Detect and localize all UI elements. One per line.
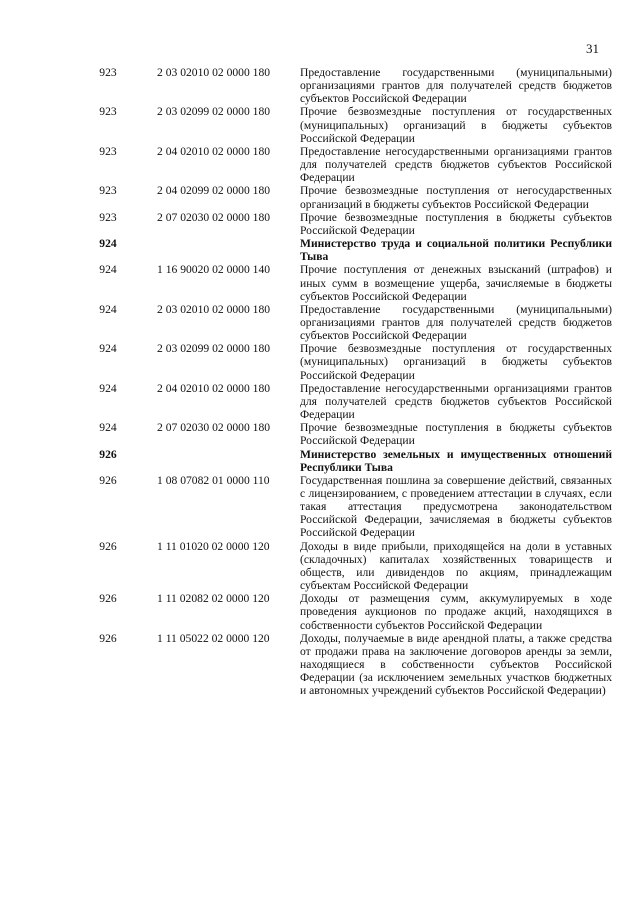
revenue-code-table bbox=[84, 66, 612, 698]
revenue-code: 2 07 02030 02 0000 180 bbox=[157, 421, 271, 435]
table-row bbox=[84, 448, 612, 474]
revenue-code: 2 07 02030 02 0000 180 bbox=[157, 210, 271, 224]
revenue-description: Министерство труда и социальной политики Республики Тыва bbox=[300, 237, 612, 264]
revenue-code: 1 11 02082 02 0000 120 bbox=[157, 592, 270, 606]
revenue-code: 1 11 01020 02 0000 120 bbox=[157, 539, 270, 553]
revenue-code: 2 04 02010 02 0000 180 bbox=[157, 144, 271, 158]
administrator-code: 924 bbox=[99, 381, 117, 395]
revenue-code: 2 04 02010 02 0000 180 bbox=[157, 381, 271, 395]
table-row bbox=[84, 263, 612, 302]
page-number: 31 bbox=[586, 41, 599, 56]
administrator-code: 926 bbox=[99, 473, 117, 487]
revenue-description: Прочие безвозмездные поступления в бюджеты субъектов Российской Федерации bbox=[300, 210, 612, 237]
revenue-description: Прочие безвозмездные поступления от негосударственных организаций в бюджеты субъектов Российской Федерации bbox=[300, 184, 612, 211]
table-row bbox=[84, 237, 612, 263]
administrator-code: 924 bbox=[99, 263, 117, 277]
revenue-description: Предоставление негосударственными организациями грантов для получателей средств бюджетов субъектов Российской Федерации bbox=[300, 144, 612, 185]
administrator-code: 926 bbox=[99, 592, 117, 606]
administrator-code: 924 bbox=[99, 342, 117, 356]
revenue-description: Прочие безвозмездные поступления в бюджеты субъектов Российской Федерации bbox=[300, 421, 612, 448]
administrator-code: 926 bbox=[99, 539, 117, 553]
revenue-code bbox=[132, 448, 300, 474]
table-row bbox=[84, 211, 612, 237]
revenue-description: Предоставление государственными (муниципальными) организациями грантов для получателей средств бюджетов субъектов Российской Федерации bbox=[300, 66, 612, 106]
revenue-description: Прочие поступления от денежных взысканий (штрафов) и иных сумм в возмещение ущерба, зачисляемые в бюджеты субъектов Российской Федерации bbox=[300, 263, 612, 303]
revenue-code: 1 08 07082 01 0000 110 bbox=[157, 473, 270, 487]
table-row bbox=[84, 184, 612, 210]
revenue-description: Предоставление негосударственными организациями грантов для получателей средств бюджетов субъектов Российской Федерации bbox=[300, 381, 612, 422]
revenue-description: Предоставление государственными (муниципальными) организациями грантов для получателей средств бюджетов субъектов Российской Федерации bbox=[300, 302, 612, 343]
administrator-code: 924 bbox=[99, 421, 117, 435]
revenue-code: 2 03 02010 02 0000 180 bbox=[157, 302, 271, 316]
table-row bbox=[84, 342, 612, 381]
revenue-code: 2 03 02099 02 0000 180 bbox=[157, 342, 271, 356]
table-row bbox=[84, 145, 612, 184]
revenue-code bbox=[132, 237, 300, 263]
administrator-code: 926 bbox=[99, 631, 117, 645]
revenue-code: 1 16 90020 02 0000 140 bbox=[157, 263, 271, 277]
table-row bbox=[84, 105, 612, 144]
administrator-code: 923 bbox=[99, 184, 117, 198]
revenue-code: 1 11 05022 02 0000 120 bbox=[157, 631, 270, 645]
table-row bbox=[84, 421, 612, 447]
table-row bbox=[84, 592, 612, 631]
table-row bbox=[84, 66, 612, 105]
administrator-code: 923 bbox=[99, 144, 117, 158]
revenue-code: 2 03 02010 02 0000 180 bbox=[157, 66, 271, 79]
table-row bbox=[84, 540, 612, 593]
revenue-description: Доходы, получаемые в виде арендной платы, а также средства от продажи права на заключение договоров аренды за земли, находящиеся в собственности субъектов Российской Федерации (за исключением земельных участков бюджетных и автономных учреждений субъектов Российской Федерации) bbox=[300, 631, 612, 698]
revenue-description: Доходы в виде прибыли, приходящейся на доли в уставных (складочных) капиталах хозяйственных товариществ и обществ, или дивидендов по акциям, принадлежащим субъектам Российской Федерации bbox=[300, 539, 612, 593]
table-row bbox=[84, 474, 612, 540]
revenue-description: Прочие безвозмездные поступления от государственных (муниципальных) организаций в бюджеты субъектов Российской Федерации bbox=[300, 342, 612, 382]
revenue-description: Доходы от размещения сумм, аккумулируемых в ходе проведения аукционов по продаже акций, находящихся в собственности субъектов Российской Федерации bbox=[300, 592, 612, 632]
revenue-description: Государственная пошлина за совершение действий, связанных с лицензированием, с проведением аттестации в случаях, если такая аттестация предусмотрена законодательством Российской Федерации, зачисляемая в бюджеты субъектов Российской Федерации bbox=[300, 473, 612, 540]
table-row bbox=[84, 303, 612, 342]
revenue-description: Министерство земельных и имущественных отношений Республики Тыва bbox=[300, 447, 612, 474]
administrator-code: 924 bbox=[99, 302, 117, 316]
revenue-code: 2 04 02099 02 0000 180 bbox=[157, 184, 271, 198]
revenue-code: 2 03 02099 02 0000 180 bbox=[157, 105, 271, 119]
administrator-code: 923 bbox=[99, 105, 117, 119]
revenue-description: Прочие безвозмездные поступления от государственных (муниципальных) организаций в бюджеты субъектов Российской Федерации bbox=[300, 105, 612, 145]
administrator-code: 923 bbox=[99, 210, 117, 224]
administrator-code: 926 bbox=[99, 447, 117, 461]
administrator-code: 923 bbox=[99, 66, 117, 79]
table-row bbox=[84, 382, 612, 421]
table-row bbox=[84, 632, 612, 698]
administrator-code: 924 bbox=[99, 237, 117, 251]
